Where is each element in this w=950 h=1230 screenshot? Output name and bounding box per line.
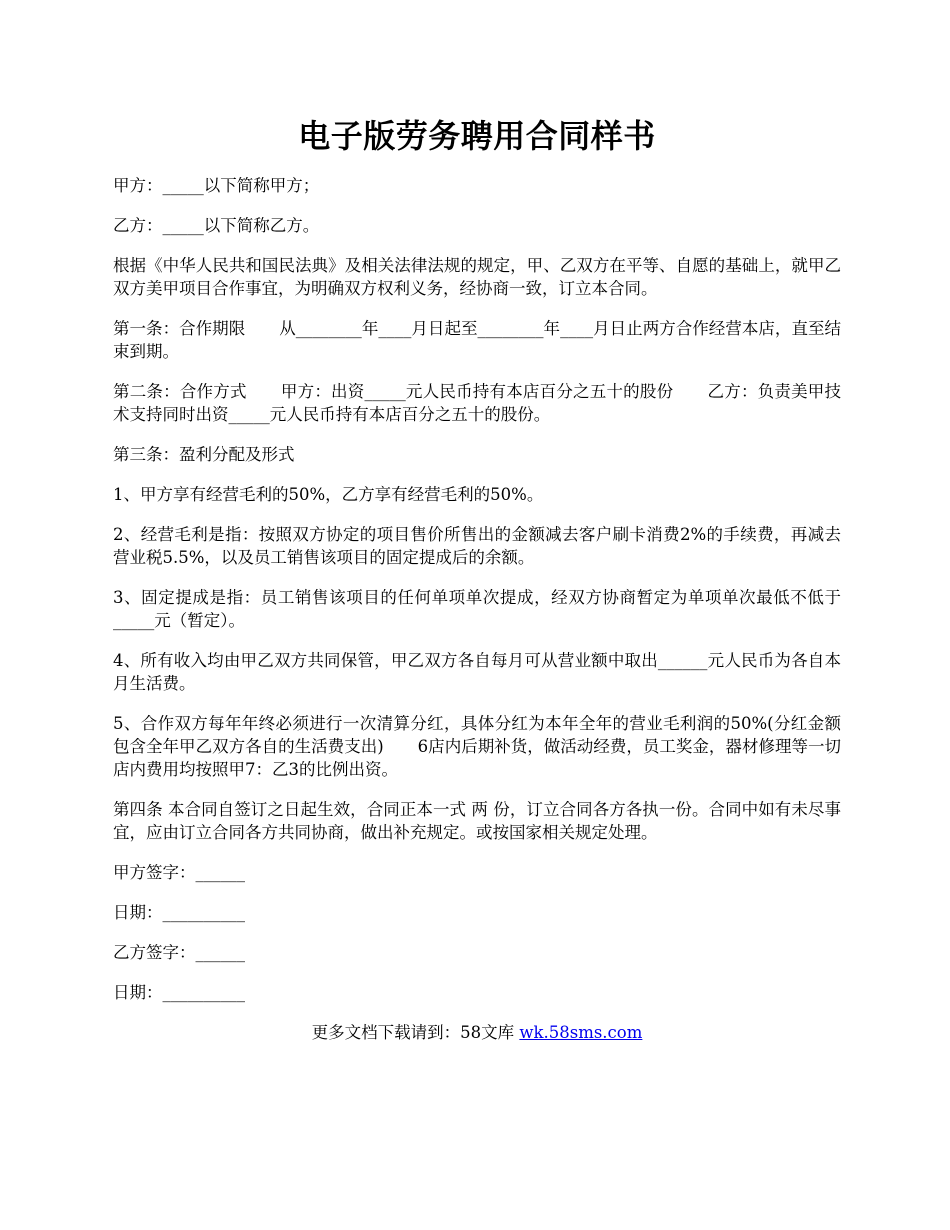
- footer-text: 更多文档下载请到：58文库: [311, 1023, 520, 1042]
- clause-5-part-1: 5、合作双方每年年终必须进行一次清算分红，具体分红为本年全年的营业毛利润的50%(分红金额包含全年甲乙双方各自的生活费支出): [113, 714, 841, 756]
- article-2-heading: 第二条：合作方式: [113, 382, 247, 401]
- clause-4: 4、所有收入均由甲乙双方共同保管，甲乙双方各自每月可从营业额中取出______元人民币为各自本月生活费。: [113, 651, 841, 693]
- clause-2: 2、经营毛利是指：按照双方协定的项目售价所售出的金额减去客户刷卡消费2%的手续费，再减去营业税5.5%，以及员工销售该项目的固定提成后的余额。: [113, 525, 841, 567]
- clause-5: [113, 712, 841, 781]
- party-a-signature: 甲方签字：______: [113, 863, 245, 882]
- clause-3: 3、固定提成是指：员工销售该项目的任何单项单次提成，经双方协商暂定为单项单次最低不低于_____元（暂定）。: [113, 588, 841, 630]
- document-title: 电子版劳务聘用合同样书: [298, 117, 656, 155]
- article-2-party-a: 甲方：出资_____元人民币持有本店百分之五十的股份: [280, 382, 674, 401]
- party-b-signature: 乙方签字：______: [113, 943, 245, 962]
- party-a-date: 日期：__________: [113, 903, 245, 922]
- party-b-date: 日期：__________: [113, 983, 245, 1002]
- article-3-heading: 第三条：盈利分配及形式: [113, 445, 295, 464]
- party-b-line: 乙方：_____以下简称乙方。: [113, 216, 320, 235]
- clause-1: 1、甲方享有经营毛利的50%，乙方享有经营毛利的50%。: [113, 485, 544, 504]
- article-2-party-b: 乙方：负责美甲技术支持同时出资_____元人民币持有本店百分之五十的股份。: [113, 382, 842, 424]
- document-page: [113, 112, 841, 1061]
- article-1-body: 从________年____月日起至________年____月日止两方合作经营本店，直至结束到期。: [113, 319, 842, 361]
- article-1: [113, 317, 841, 363]
- clause-5-part-2: 6店内后期补货，做活动经费，员工奖金，器材修理等一切店内费用均按照甲7：乙3的比例出资。: [113, 737, 842, 779]
- article-2: [113, 380, 841, 426]
- footer: [113, 1021, 841, 1044]
- footer-link[interactable]: wk.58sms.com: [519, 1023, 643, 1042]
- party-a-line: 甲方：_____以下简称甲方；: [113, 176, 320, 195]
- preamble-paragraph: 根据《中华人民共和国民法典》及相关法律法规的规定，甲、乙双方在平等、自愿的基础上，就甲乙双方美甲项目合作事宜，为明确双方权利义务，经协商一致，订立本合同。: [113, 256, 841, 298]
- article-4: 第四条 本合同自签订之日起生效，合同正本一式 两 份，订立合同各方各执一份。合同中如有未尽事宜，应由订立合同各方共同协商，做出补充规定。或按国家相关规定处理。: [113, 800, 841, 842]
- article-1-heading: 第一条：合作期限: [113, 319, 246, 338]
